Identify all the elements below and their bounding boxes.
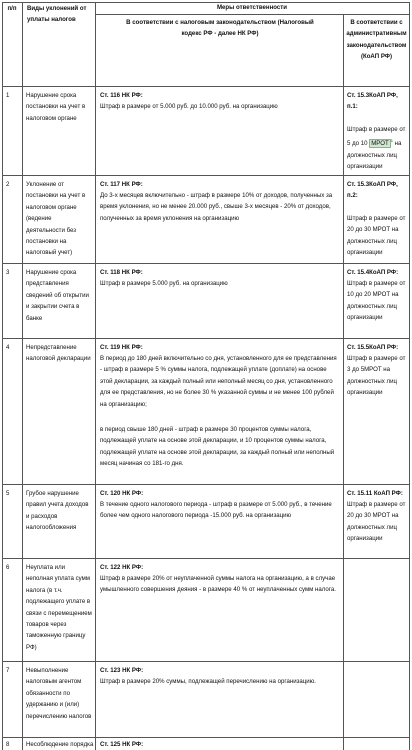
header-num: п/п [7,5,17,12]
row-3-type: Нарушение срока представления сведений об открытии и закрытии счета в банке [26,269,89,322]
row-2-tax-text: До 3-х месяцев включительно - штраф в размере 10% от доходов, полученных за время уклонения, но не менее 20.000 руб., свыше 3-х месяцев - 20% от доходов, полученных за время уклонения на организацию [100,192,333,222]
row-8-num: 8 [6,741,10,748]
row-2-tax-article: Ст. 117 НК РФ: [100,181,143,188]
grid-line [409,2,410,750]
row-6-tax-text: Штраф в размере 20% от неуплаченной суммы налога на организацию, а в случае умышленного совершения деяния - в размере 40 % от неуплаченных сумм налога. [100,575,336,594]
row-7-tax-text: Штраф в размере 20% суммы, подлежащей перечислению на организацию. [100,678,316,685]
grid-line [2,558,410,559]
row-1-admin-text-before: Штраф в размере от 5 до 10 [347,126,406,148]
row-1-admin-text [347,124,407,173]
row-6-num: 6 [6,564,10,571]
row-4-admin-text: Штраф в размере от 3 до 5МРОТ на должностных лиц организации [347,355,406,397]
row-5-admin-text: Штраф в размере от 20 до 30 МРОТ на должностных лиц организации [347,501,406,543]
row-1-num: 1 [6,92,10,99]
row-3-tax-article: Ст. 118 НК РФ: [100,269,143,276]
grid-line [2,2,3,750]
grid-line [95,2,96,750]
grid-line [2,175,410,176]
row-8-tax-article: Ст. 125 НК РФ: [100,741,144,748]
row-4-tax-article: Ст. 119 НК РФ: [100,344,143,351]
grid-line [22,2,23,750]
row-4-num: 4 [6,344,10,351]
row-2-type: Уклонение от постановки на учет в налоговом органе (ведение деятельности без постановки на налоговый учет) [26,181,86,257]
row-2-admin-text: Штраф в размере от 20 до 30 МРОТ на должностных лиц организации [347,215,406,257]
mrot-highlight: МРОТ [371,140,389,148]
row-5-type: Грубое нарушение правил учета доходов и расходов налогообложения [26,490,89,532]
row-1-admin-article: Ст. 15.3КоАП РФ, п.1: [347,92,398,111]
row-2-num: 2 [6,181,10,188]
row-3-admin-text: Штраф в размере от 10 до 20 МРОТ на должностных лиц организации [347,280,406,322]
row-7-type: Невыполнение налоговым агентом обязанности по удержанию и (или) перечислению налогов [26,667,92,720]
row-1-tax-text: Штраф в размере от 5.000 руб. до 10.000 руб. на организацию [100,103,278,110]
row-4-tax-text-2: в период свыше 180 дней - штраф в размере 30 процентов суммы налога, подлежащей уплате на основе этой декларации, и 10 процентов суммы налога, подлежащей уплате на основе этой декларации, за каждый полный или неполный месяц начиная со 181-го дня. [100,426,335,468]
grid-line [2,338,410,339]
row-5-admin-article: Ст. 15.11 КоАП РФ: [347,490,403,497]
row-5-num: 5 [6,490,10,497]
row-7-tax-article: Ст. 123 НК РФ: [100,667,144,674]
row-6-type: Неуплата или неполная уплата сумм налога (в т.ч. подлежащего уплате в связи с перемещением товаров через таможенную границу РФ) [26,564,92,651]
grid-line [2,737,410,738]
row-5-tax-article: Ст. 120 НК РФ: [100,490,144,497]
header-measures: Меры ответственности [216,4,288,11]
grid-line [343,14,344,750]
grid-line [2,86,410,87]
header-admin-law: В соответствии с административным законодательством (КоАП РФ) [346,19,407,61]
header-tax-law: В соответствии с налоговым законодательством (Налоговый кодекс РФ - далее НК РФ) [126,19,314,38]
row-5-tax-text: В течение одного налогового периода - штраф в размере от 5.000 руб., в течение более чем одного налогового периода -15.000 руб. на организацию [100,501,332,520]
grid-line [2,263,410,264]
row-6-tax-article: Ст. 122 НК РФ: [100,564,144,571]
row-2-admin-article: Ст. 15.3КоАП РФ, п.2: [347,181,398,200]
row-4-admin-article: Ст. 15.5КоАП РФ: [347,344,399,351]
grid-line [2,484,410,485]
row-3-admin-article: Ст. 15.4КоАП РФ: [347,269,399,276]
grid-line [95,14,409,15]
footnote-marker: 1 [390,138,393,144]
row-1-admin-text-after: на должностных лиц организации [347,140,402,171]
row-7-num: 7 [6,667,10,674]
row-3-tax-text: Штраф в размере 5.000 руб. на организацию [100,280,228,287]
row-1-type: Нарушение срока постановки на учет в налоговом органе [26,92,86,122]
row-3-num: 3 [6,269,10,276]
header-type: Виды уклонений от уплаты налогов [27,5,87,24]
row-1-tax-article: Ст. 116 НК РФ: [100,92,143,99]
row-4-type: Непредставление налоговой декларации [26,344,91,363]
grid-line [2,661,410,662]
row-4-tax-text-1: В период до 180 дней включительно со дня, установленного для ее представления - штраф в размере 5 % суммы налога, подлежащей уплате (доплате) на основе этой декларации, за каждый полный или неполный месяц со дня, установленного для ее представления, но не более 30 % указанной суммы и не менее 100 рублей на организацию; [100,355,337,408]
row-8-type: Несоблюдение порядка [26,741,94,748]
